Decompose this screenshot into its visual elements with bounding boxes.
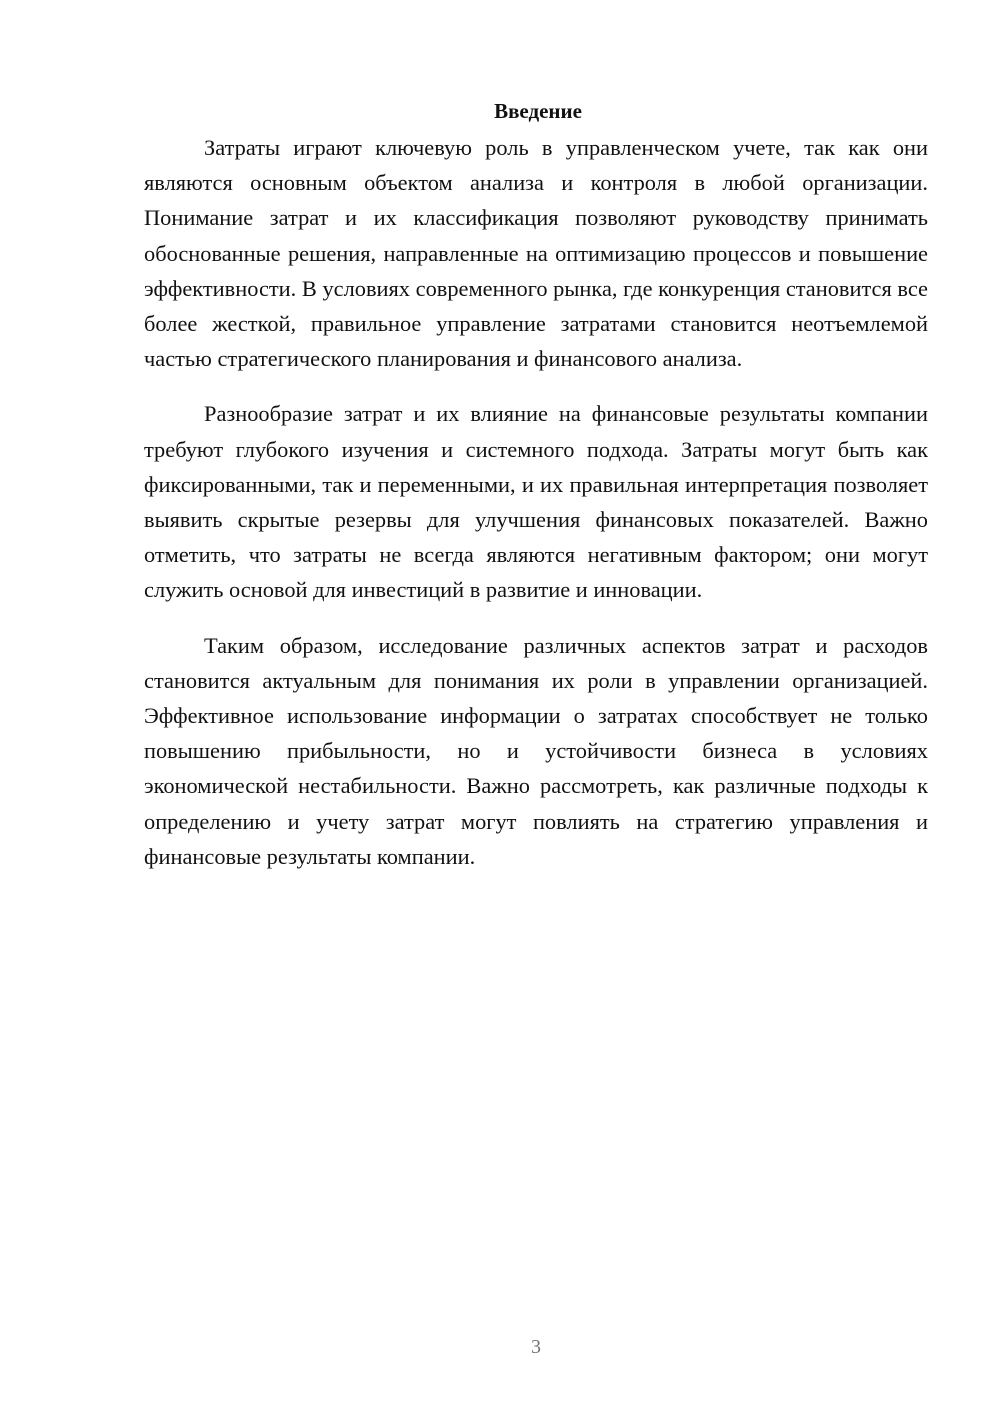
page-content <box>144 96 928 874</box>
page-number: 3 <box>531 1336 541 1358</box>
section-heading: Введение <box>494 99 582 123</box>
paragraph: Таким образом, исследование различных аспектов затрат и расходов становится актуальным для понимания их роли в управлении организацией. Эффективное использование информации о затратах способствует не только повышению прибыльности, но и устойчивости бизнеса в условиях экономической нестабильности. Важно рассмотреть, как различные подходы к определению и учету затрат могут повлиять на стратегию управления и финансовые результаты компании. <box>144 632 928 869</box>
paragraph: Затраты играют ключевую роль в управленческом учете, так как они являются основным объектом анализа и контроля в любой организации. Понимание затрат и их классификация позволяют руководству принимать обоснованные решения, направленные на оптимизацию процессов и повышение эффективности. В условиях современного рынка, где конкуренция становится все более жесткой, правильное управление затратами становится неотъемлемой частью стратегического планирования и финансового анализа. <box>144 135 928 372</box>
paragraph: Разнообразие затрат и их влияние на финансовые результаты компании требуют глубокого изучения и системного подхода. Затраты могут быть как фиксированными, так и переменными, и их правильная интерпретация позволяет выявить скрытые резервы для улучшения финансовых показателей. Важно отметить, что затраты не всегда являются негативным фактором; они могут служить основой для инвестиций в развитие и инновации. <box>144 401 928 603</box>
